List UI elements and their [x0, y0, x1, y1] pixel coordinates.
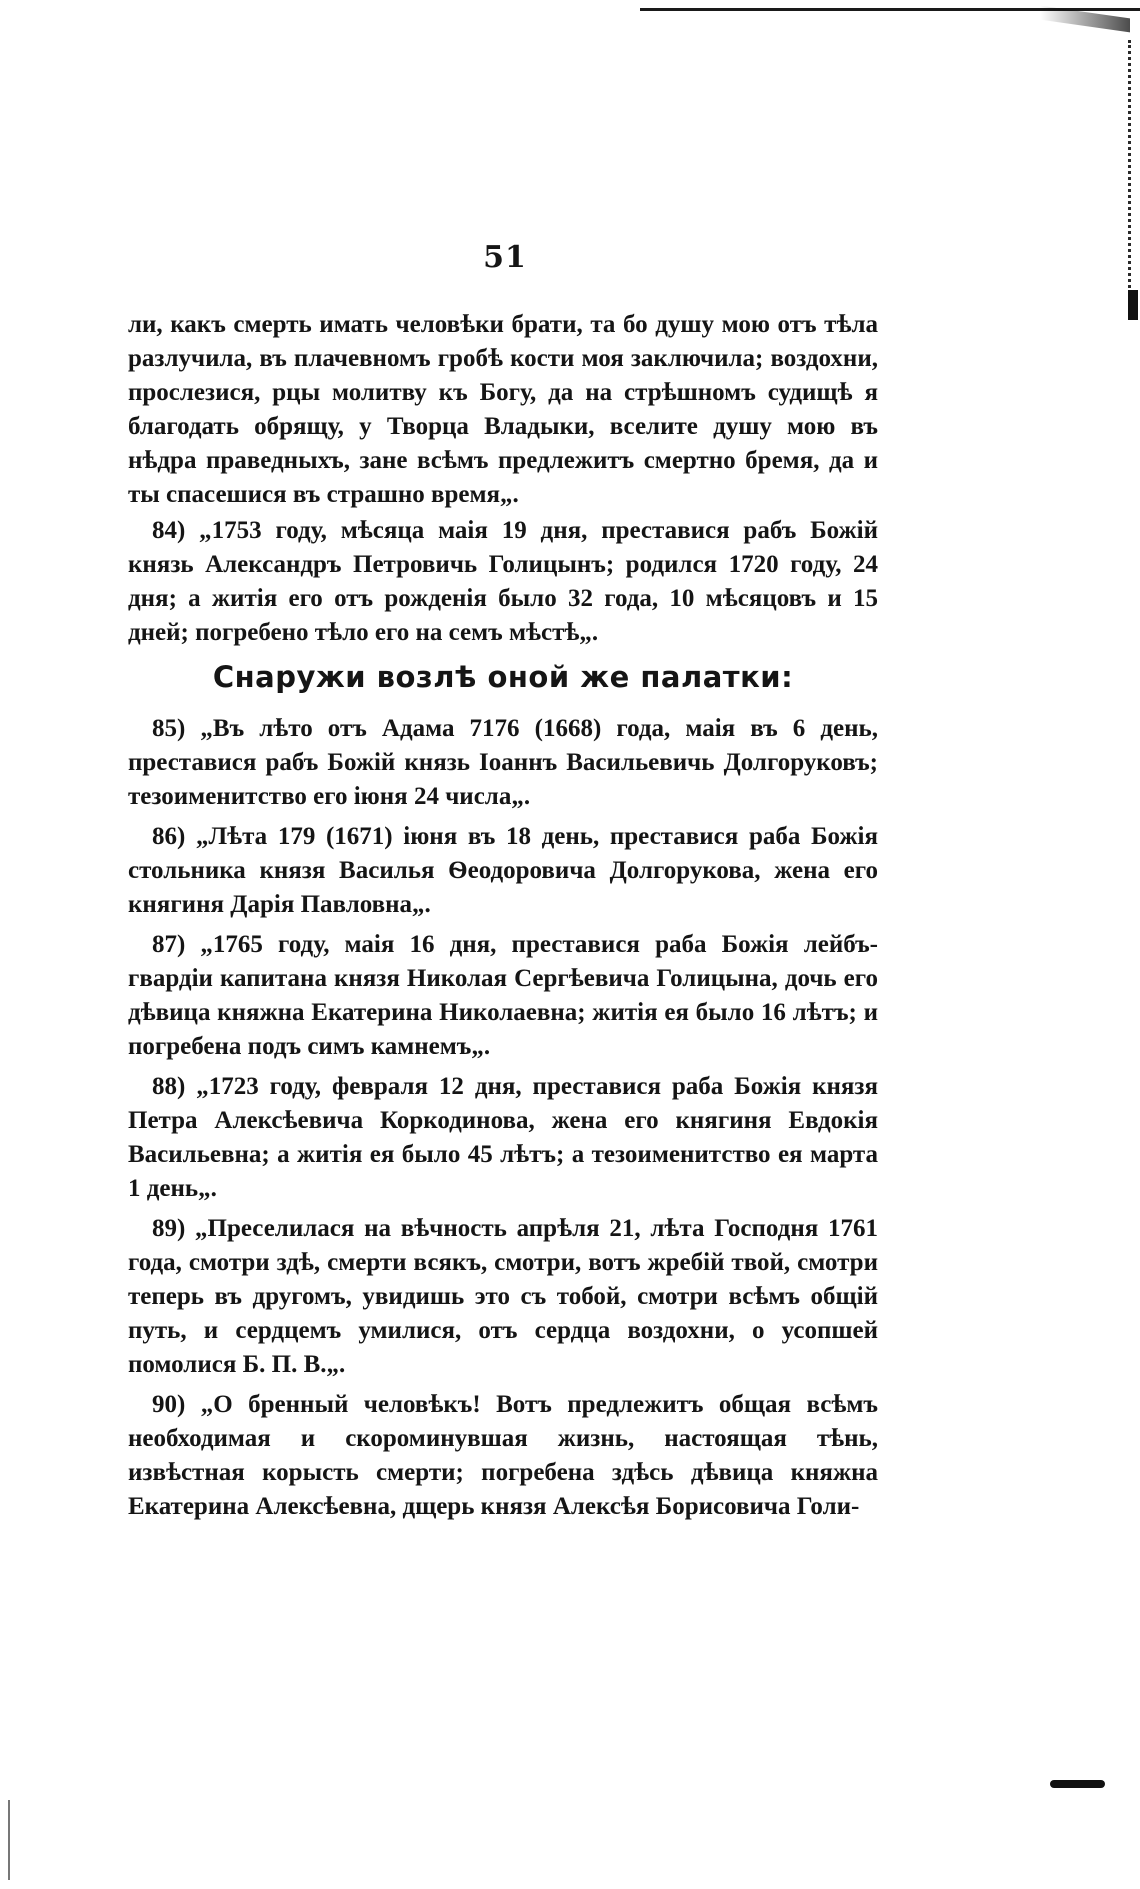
entry-86: 86) „Лѣта 179 (1671) іюня въ 18 день, преставися раба Божія стольника князя Василья Ѳеодоровича Долгорукова, жена его княгиня Дарія Павловна„. — [128, 823, 878, 918]
entry-84: 84) „1753 году, мѣсяца маія 19 дня, преставися рабъ Божій князь Александръ Петровичь Голицынъ; родился 1720 году, 24 дня; а житія его отъ рожденія было 32 года, 10 мѣсяцовъ и 15 дней; погребено тѣло его на семъ мѣстѣ„. — [128, 517, 878, 646]
entry-89: 89) „Преселилася на вѣчность апрѣля 21, лѣта Господня 1761 года, смотри здѣ, смерти всякъ, смотри, вотъ жребій твой, смотри теперь въ другомъ, увидишь это съ тобой, смотри всѣмъ общій путь, и сердцемъ умилися, отъ сердца воздохни, о усопшей помолися Б. П. В.„. — [128, 1215, 878, 1378]
scan-artifact-right-mark — [1128, 290, 1138, 320]
page-body — [128, 308, 878, 1526]
paragraph-continuation: ли, какъ смерть имать человѣки брати, та бо душу мою отъ тѣла разлучила, въ плачевномъ гробѣ кости моя заключила; воздохни, прослезися, рцы молитву къ Богу, да на стрѣшномъ судищѣ я благодать обрящу, у Творца Владыки, вселите душу мою въ нѣдра праведныхъ, зане всѣмъ предлежитъ смертно бремя, да и ты спасешися въ страшно время„. — [128, 311, 878, 508]
entry-88: 88) „1723 году, февраля 12 дня, преставися раба Божія князя Петра Алексѣевича Коркодинова, жена его княгиня Евдокія Васильевна; а житія ея было 45 лѣтъ; а тезоименитство ея марта 1 день„. — [128, 1073, 878, 1202]
entry-87: 87) „1765 году, маія 16 дня, преставися раба Божія лейбъ-гвардіи капитана князя Николая Сергѣевича Голицына, дочь его дѣвица княжна Екатерина Николаевна; житія ея было 16 лѣтъ; и погребена подъ симъ камнемъ„. — [128, 931, 878, 1060]
entry-85: 85) „Въ лѣто отъ Адама 7176 (1668) года, маія въ 6 день, преставися рабъ Божій князь Іоаннъ Васильевичь Долгоруковъ; тезоименитство его іюня 24 числа„. — [128, 715, 878, 810]
entry-90: 90) „О бренный человѣкъ! Вотъ предлежитъ общая всѣмъ необходимая и скороминувшая жизнь, настоящая тѣнь, извѣстная корысть смерти; погребена здѣсь дѣвица княжна Екатерина Алексѣевна, дщерь князя Алексѣя Борисовича Голи- — [128, 1391, 878, 1520]
scan-artifact-left-edge — [8, 1800, 10, 1880]
scan-artifact-right-edge — [1128, 40, 1134, 300]
scan-artifact-bottom-mark — [1050, 1780, 1105, 1788]
section-heading: Снаружи возлѣ оной же палатки: — [212, 660, 794, 694]
page-number: 51 — [483, 240, 527, 275]
